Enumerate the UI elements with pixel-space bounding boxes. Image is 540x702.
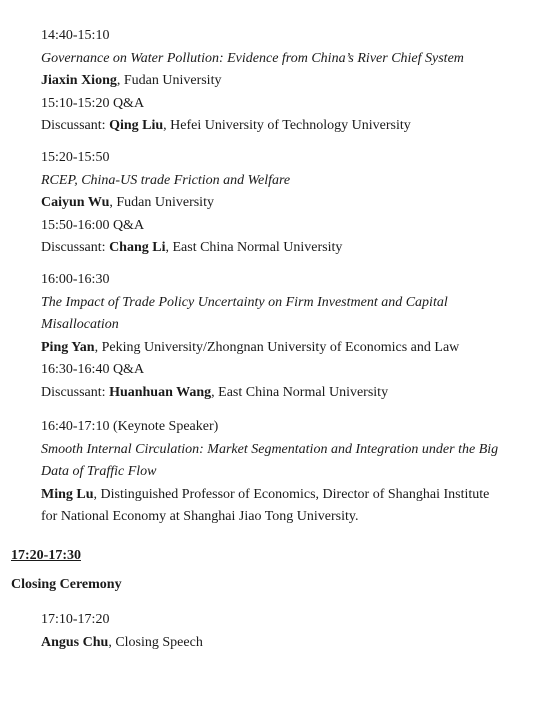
presenter-affiliation: , Peking University/Zhongnan University of Economics and Law bbox=[94, 339, 460, 355]
presenter-name: Ping Yan bbox=[41, 339, 95, 355]
presenter-affiliation: , Fudan University bbox=[116, 73, 222, 89]
discussant-label: Discussant: bbox=[41, 118, 110, 134]
presenter-name: Jiaxin Xiong bbox=[41, 73, 117, 89]
session-3 bbox=[41, 269, 521, 405]
discussant-label: Discussant: bbox=[41, 384, 110, 400]
discussant-label: Discussant: bbox=[41, 240, 110, 256]
session-time: 16:40-17:10 (Keynote Speaker) bbox=[41, 419, 219, 434]
closing-section-title: Closing Ceremony bbox=[11, 577, 122, 592]
session-time: 14:40-15:10 bbox=[41, 28, 110, 43]
presenter bbox=[41, 70, 521, 93]
discussant-affiliation: , East China Normal University bbox=[165, 240, 343, 256]
session-4-keynote bbox=[41, 416, 521, 529]
session-time: 16:00-16:30 bbox=[41, 272, 110, 287]
speaker-role: , Closing Speech bbox=[108, 634, 203, 650]
discussant-name: Qing Liu bbox=[109, 118, 164, 134]
paper-title-line-2: Data of Traffic Flow bbox=[41, 464, 157, 480]
session-2 bbox=[41, 147, 521, 260]
paper-title-line-1: Smooth Internal Circulation: Market Segmentation and Integration under the Big bbox=[41, 441, 499, 457]
presenter bbox=[41, 337, 521, 360]
discussant bbox=[41, 382, 521, 405]
qa-time: 15:10-15:20 Q&A bbox=[41, 95, 145, 111]
paper-title-line-2: Misallocation bbox=[41, 317, 119, 333]
session-1 bbox=[41, 25, 521, 138]
discussant-name: Huanhuan Wang bbox=[109, 384, 212, 400]
session-time: 15:20-15:50 bbox=[41, 150, 110, 165]
presenter-name: Caiyun Wu bbox=[41, 195, 110, 211]
discussant-affiliation: , East China Normal University bbox=[211, 384, 389, 400]
closing-section-time: 17:20-17:30 bbox=[11, 548, 81, 563]
speaker-name: Angus Chu bbox=[41, 634, 109, 650]
presenter-affiliation-line-1: , Distinguished Professor of Economics, Director of Shanghai Institute bbox=[93, 486, 490, 502]
closing-session bbox=[41, 609, 521, 654]
presenter bbox=[41, 192, 521, 215]
discussant bbox=[41, 115, 521, 138]
presenter-name: Ming Lu bbox=[41, 486, 94, 502]
paper-title: Governance on Water Pollution: Evidence from China’s River Chief System bbox=[41, 50, 464, 66]
qa-time: 15:50-16:00 Q&A bbox=[41, 217, 145, 233]
paper-title: RCEP, China-US trade Friction and Welfare bbox=[41, 172, 291, 188]
presenter-affiliation-line-2: for National Economy at Shanghai Jiao Tong University. bbox=[41, 509, 359, 525]
discussant-name: Chang Li bbox=[109, 240, 166, 256]
discussant-affiliation: , Hefei University of Technology University bbox=[163, 118, 411, 134]
closing-time: 17:10-17:20 bbox=[41, 612, 110, 627]
qa-time: 16:30-16:40 Q&A bbox=[41, 362, 145, 378]
closing-speaker bbox=[41, 632, 521, 655]
discussant bbox=[41, 237, 521, 260]
paper-title-line-1: The Impact of Trade Policy Uncertainty on Firm Investment and Capital bbox=[41, 294, 448, 310]
presenter bbox=[41, 484, 521, 507]
presenter-affiliation: , Fudan University bbox=[109, 195, 214, 211]
